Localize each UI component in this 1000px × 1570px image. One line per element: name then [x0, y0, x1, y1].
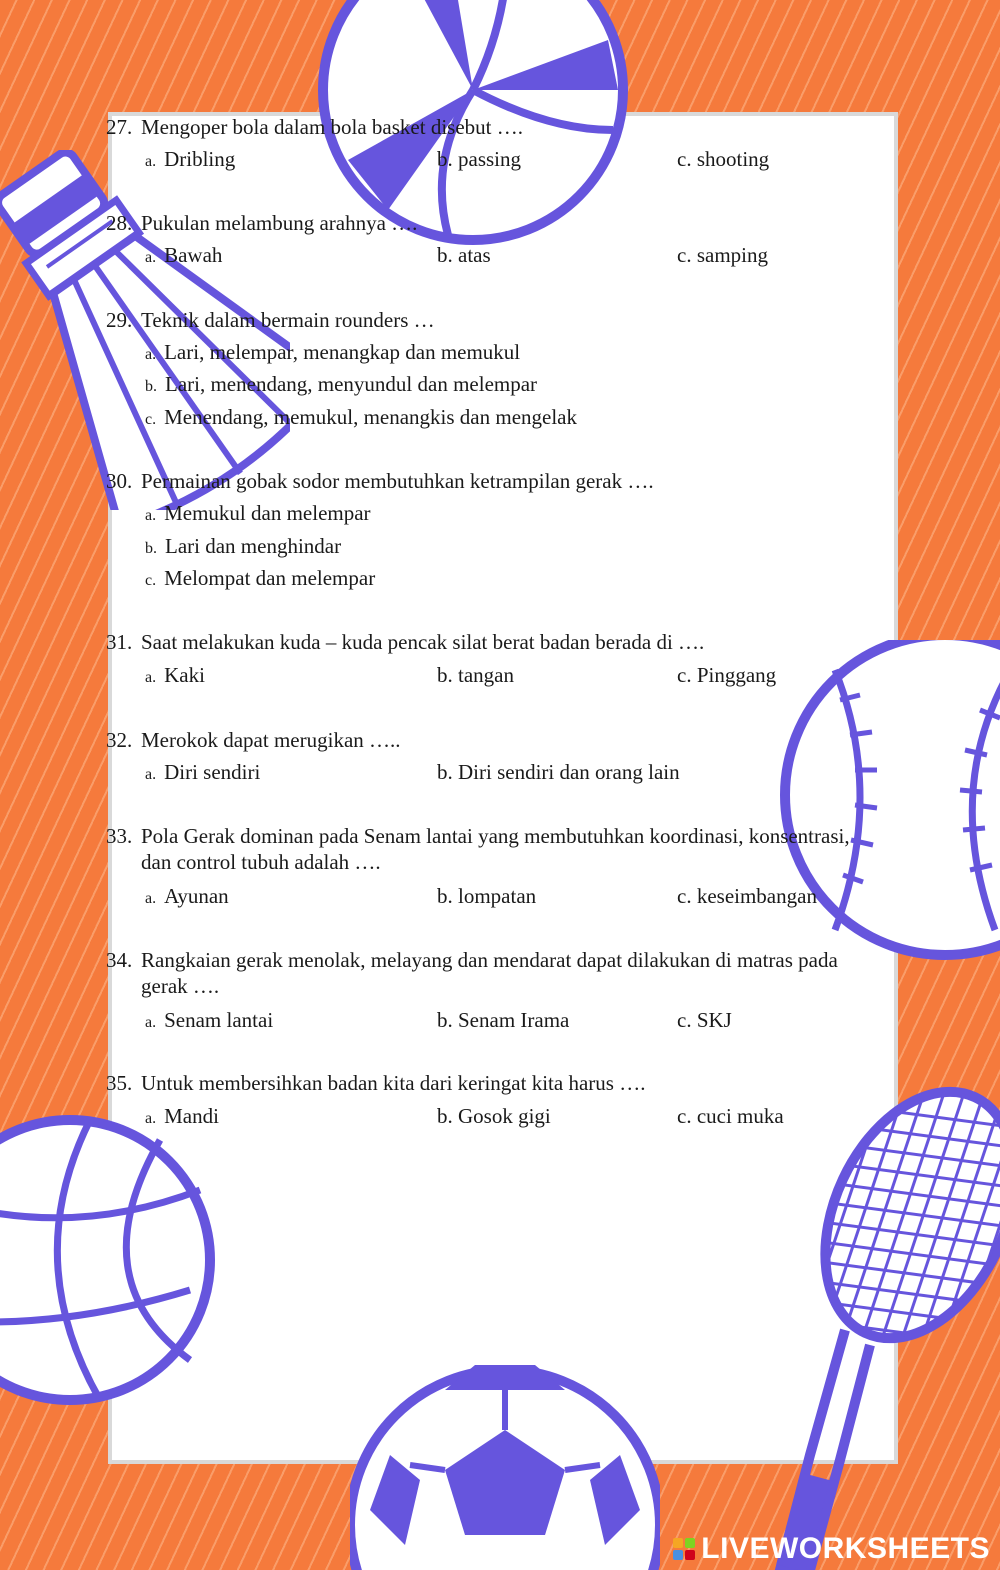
liveworksheets-logo[interactable]: [673, 1532, 990, 1566]
question-number: 30.: [106, 469, 133, 493]
question-text: Rangkaian gerak menolak, melayang dan mendarat dapat dilakukan di matras pada gerak ….: [141, 948, 838, 998]
option-c[interactable]: c. Pinggang: [677, 663, 777, 687]
question-text: Teknik dalam bermain rounders …: [141, 308, 435, 332]
question-number: 31.: [106, 630, 133, 654]
question-number: 34.: [106, 948, 133, 972]
option-b[interactable]: b. lompatan: [437, 884, 537, 908]
brand-text: LIVEWORKSHEETS: [701, 1532, 990, 1565]
option-c[interactable]: c. SKJ: [677, 1008, 732, 1032]
question-number: 32.: [106, 728, 133, 752]
option-b[interactable]: b. Lari dan menghindar: [145, 534, 342, 558]
option-c[interactable]: c. Menendang, memukul, menangkis dan mengelak: [145, 405, 578, 429]
option-b[interactable]: b. Senam Irama: [437, 1008, 570, 1032]
option-a[interactable]: a. Dribling: [145, 147, 236, 171]
question-number: 33.: [106, 824, 133, 848]
option-c[interactable]: c. Melompat dan melempar: [145, 566, 376, 590]
basketball-icon: [0, 1080, 220, 1440]
option-a[interactable]: a. Diri sendiri: [145, 760, 261, 784]
baseball-icon: [775, 640, 1000, 960]
question-number: 28.: [106, 211, 133, 235]
option-b[interactable]: b. Diri sendiri dan orang lain: [437, 760, 680, 784]
option-b[interactable]: b. atas: [437, 243, 491, 267]
option-a[interactable]: a. Mandi: [145, 1104, 219, 1128]
option-a[interactable]: a. Ayunan: [145, 884, 229, 908]
question-text: Permainan gobak sodor membutuhkan ketrampilan gerak ….: [141, 469, 654, 493]
option-b[interactable]: b. Lari, menendang, menyundul dan melempar: [145, 372, 538, 396]
question-number: 29.: [106, 308, 133, 332]
question-text: Merokok dapat merugikan …..: [141, 728, 401, 752]
option-b[interactable]: b. tangan: [437, 663, 514, 687]
option-a[interactable]: a. Bawah: [145, 243, 223, 267]
question-text: Mengoper bola dalam bola basket disebut ….: [141, 115, 523, 139]
option-b[interactable]: b. Gosok gigi: [437, 1104, 551, 1128]
option-a[interactable]: a. Kaki: [145, 663, 205, 687]
soccer-ball-icon: [350, 1360, 660, 1570]
option-c[interactable]: c. keseimbangan: [677, 884, 817, 908]
tennis-racket-icon: [770, 1075, 1000, 1570]
option-c[interactable]: c. cuci muka: [677, 1104, 784, 1128]
option-a[interactable]: a. Senam lantai: [145, 1008, 274, 1032]
question-text: Pukulan melambung arahnya ….: [141, 211, 418, 235]
option-c[interactable]: c. shooting: [677, 147, 770, 171]
question-text: Saat melakukan kuda – kuda pencak silat berat badan berada di ….: [141, 630, 705, 654]
option-a[interactable]: a. Memukul dan melempar: [145, 501, 371, 525]
option-c[interactable]: c. samping: [677, 243, 768, 267]
liveworksheets-logo-icon: [673, 1538, 695, 1560]
option-a[interactable]: a. Lari, melempar, menangkap dan memukul: [145, 340, 521, 364]
question-text: Pola Gerak dominan pada Senam lantai yang membutuhkan koordinasi, konsentrasi, dan control tubuh adalah ….: [141, 824, 850, 874]
question-number: 27.: [106, 115, 133, 139]
question-text: Untuk membersihkan badan kita dari keringat kita harus ….: [141, 1071, 646, 1095]
question-number: 35.: [106, 1071, 133, 1095]
option-b[interactable]: b. passing: [437, 147, 521, 171]
